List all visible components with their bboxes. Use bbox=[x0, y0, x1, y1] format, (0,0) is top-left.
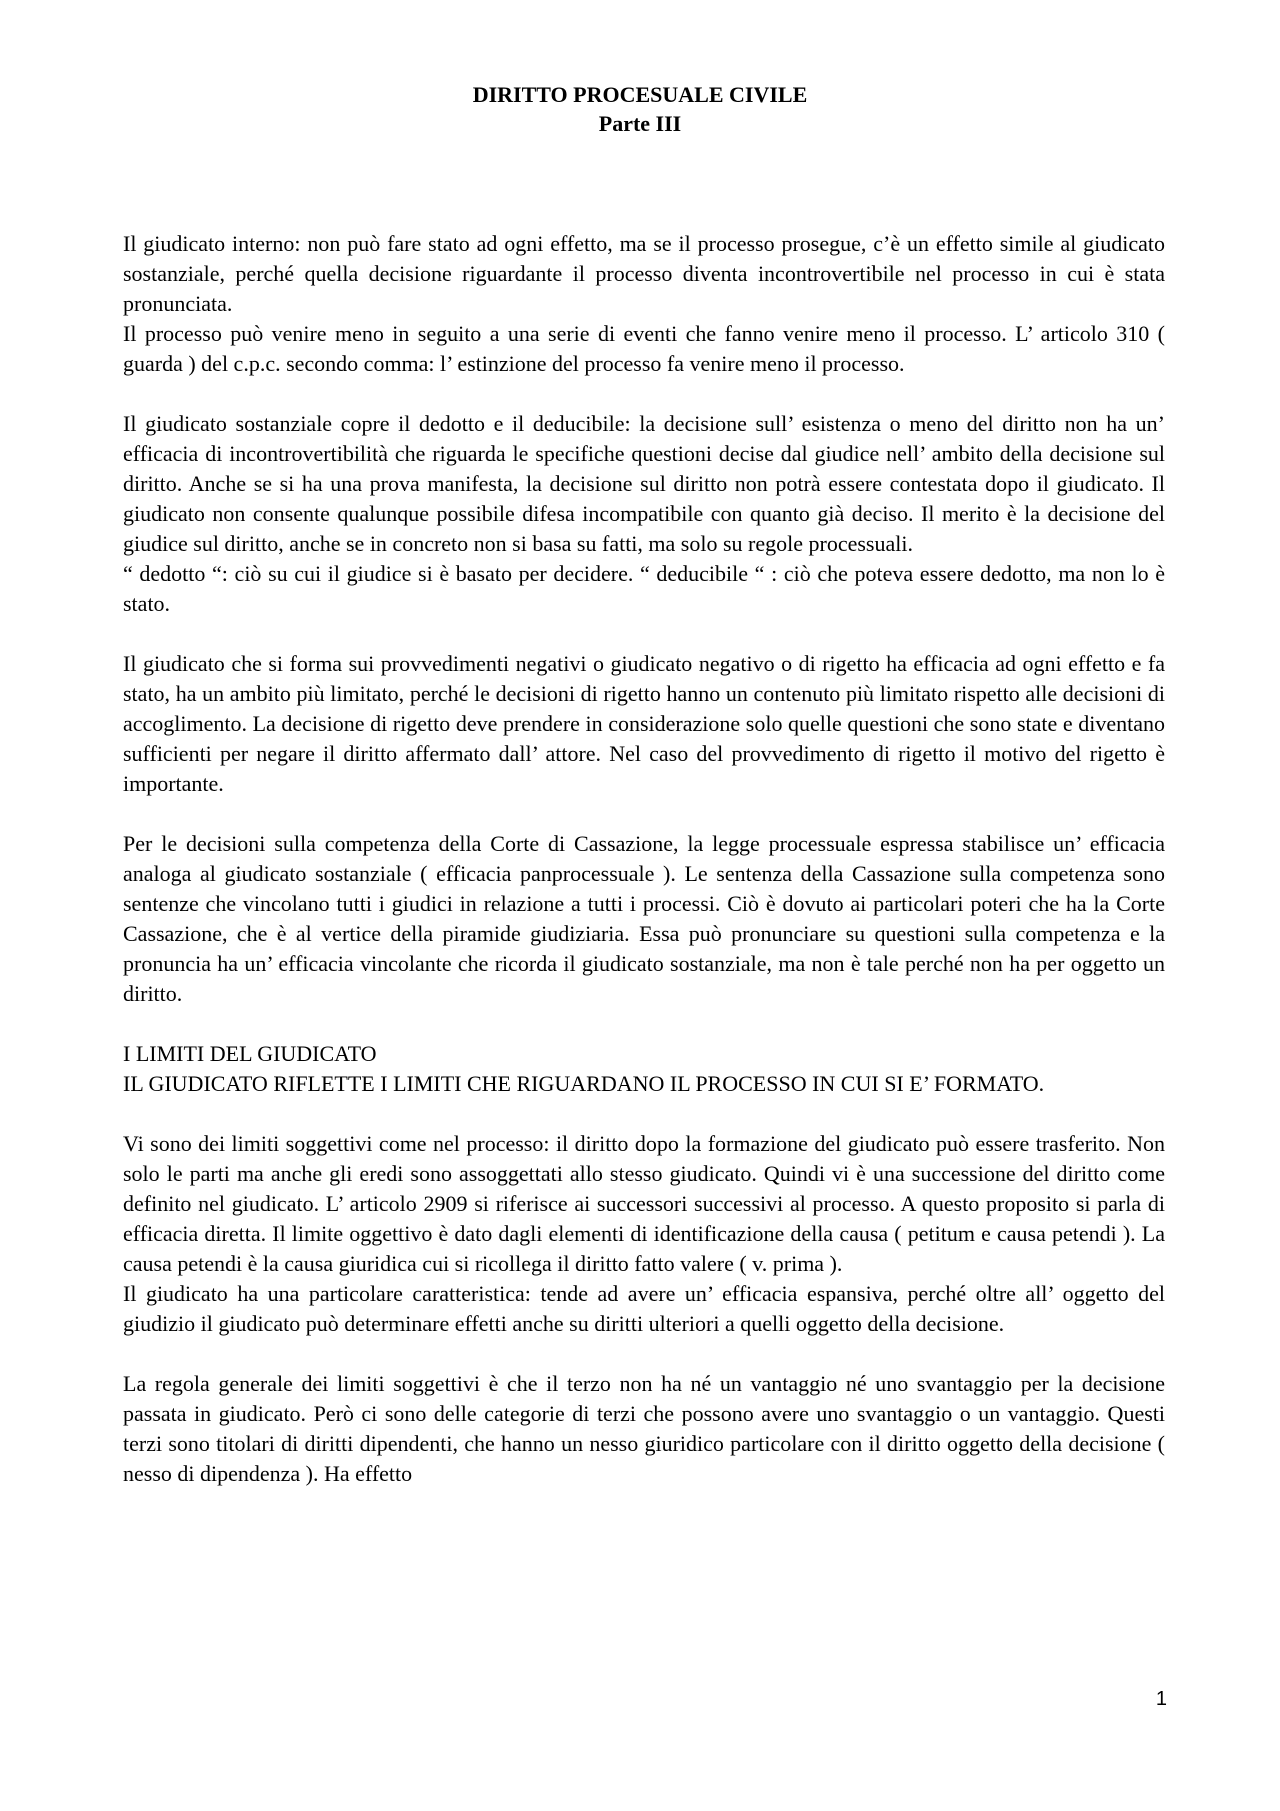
document-title: DIRITTO PROCESUALE CIVILE bbox=[472, 82, 808, 107]
paragraph: “ dedotto “: ciò su cui il giudice si è basato per decidere. “ deducibile “ : ciò che poteva essere dedotto, ma non lo è stato. bbox=[123, 561, 1165, 616]
paragraph: Il giudicato interno: non può fare stato ad ogni effetto, ma se il processo prosegue, c’è un effetto simile al giudicato sostanziale, perché quella decisione riguardante il processo diventa incontrovertibile nel processo in cui è stata pronunciata. bbox=[123, 231, 1165, 316]
section-heading: IL GIUDICATO RIFLETTE I LIMITI CHE RIGUARDANO IL PROCESSO IN CUI SI E’ FORMATO. bbox=[123, 1071, 1045, 1096]
paragraph: Vi sono dei limiti soggettivi come nel processo: il diritto dopo la formazione del giudicato può essere trasferito. Non solo le parti ma anche gli eredi sono assoggettati allo stesso giudicato. Quindi vi è una successione del diritto come definito nel giudicato. L’ articolo 2909 si riferisce ai successori successivi al processo. A questo proposito si parla di efficacia diretta. Il limite oggettivo è dato dagli elementi di identificazione della causa ( petitum e causa petendi ). La causa petendi è la causa giuridica cui si ricollega il diritto fatto valere ( v. prima ). bbox=[123, 1131, 1165, 1276]
page-number: 1 bbox=[1155, 1688, 1167, 1710]
document-body bbox=[123, 229, 1165, 1489]
section-heading: I LIMITI DEL GIUDICATO bbox=[123, 1041, 377, 1066]
paragraph: Per le decisioni sulla competenza della Corte di Cassazione, la legge processuale espressa stabilisce un’ efficacia analoga al giudicato sostanziale ( efficacia panprocessuale ). Le sentenza della Cassazione sulla competenza sono sentenze che vincolano tutti i giudici in relazione a tutti i processi. Ciò è dovuto ai particolari poteri che ha la Corte Cassazione, che è al vertice della piramide giudiziaria. Essa può pronunciare su questioni sulla competenza e la pronuncia ha un’ efficacia vincolante che ricorda il giudicato sostanziale, ma non è tale perché non ha per oggetto un diritto. bbox=[123, 831, 1165, 1006]
paragraph: Il giudicato che si forma sui provvedimenti negativi o giudicato negativo o di rigetto ha efficacia ad ogni effetto e fa stato, ha un ambito più limitato, perché le decisioni di rigetto hanno un contenuto più limitato rispetto alle decisioni di accoglimento. La decisione di rigetto deve prendere in considerazione solo quelle questioni che sono state e diventano sufficienti per negare il diritto affermato dall’ attore. Nel caso del provvedimento di rigetto il motivo del rigetto è importante. bbox=[123, 651, 1165, 796]
paragraph: La regola generale dei limiti soggettivi è che il terzo non ha né un vantaggio né uno svantaggio per la decisione passata in giudicato. Però ci sono delle categorie di terzi che possono avere uno svantaggio o un vantaggio. Questi terzi sono titolari di diritti dipendenti, che hanno un nesso giuridico particolare con il diritto oggetto della decisione ( nesso di dipendenza ). Ha effetto bbox=[123, 1371, 1165, 1486]
paragraph: Il giudicato ha una particolare caratteristica: tende ad avere un’ efficacia espansiva, perché oltre all’ oggetto del giudizio il giudicato può determinare effetti anche su diritti ulteriori a quelli oggetto della decisione. bbox=[123, 1281, 1165, 1336]
title-block bbox=[0, 80, 1280, 138]
paragraph: Il processo può venire meno in seguito a una serie di eventi che fanno venire meno il processo. L’ articolo 310 ( guarda ) del c.p.c. secondo comma: l’ estinzione del processo fa venire meno il processo. bbox=[123, 321, 1165, 376]
paragraph: Il giudicato sostanziale copre il dedotto e il deducibile: la decisione sull’ esistenza o meno del diritto non ha un’ efficacia di incontrovertibilità che riguarda le specifiche questioni decise dal giudice nell’ ambito della decisione sul diritto. Anche se si ha una prova manifesta, la decisione sul diritto non potrà essere contestata dopo il giudicato. Il giudicato non consente qualunque possibile difesa incompatibile con quanto già deciso. Il merito è la decisione del giudice sul diritto, anche se in concreto non si basa su fatti, ma solo su regole processuali. bbox=[123, 411, 1165, 556]
document-subtitle: Parte III bbox=[598, 111, 682, 136]
